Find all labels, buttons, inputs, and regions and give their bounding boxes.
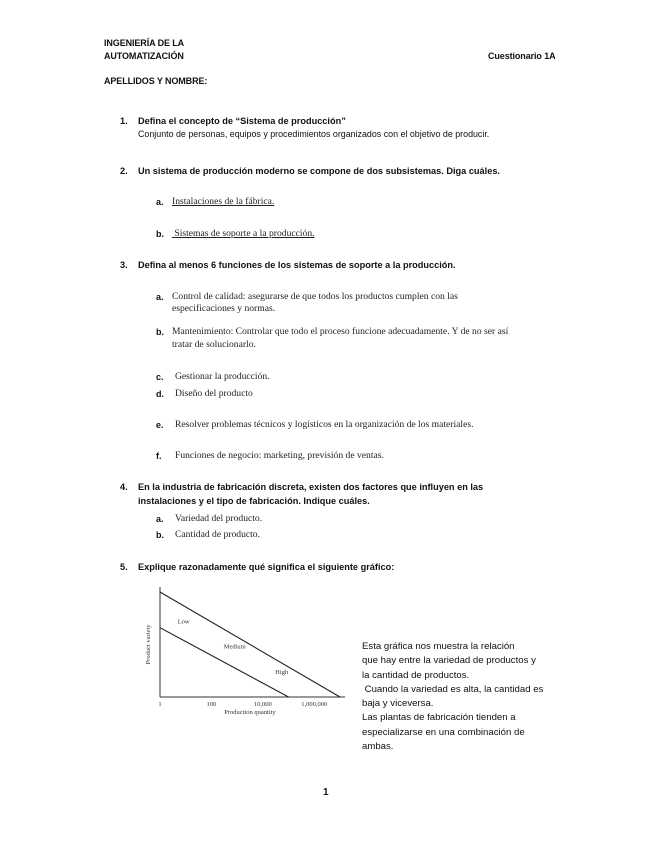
department-line-2: AUTOMATIZACIÓN: [104, 51, 184, 61]
q4-item-a-text: Variedad del producto.: [175, 513, 263, 524]
q3-item-d-letter: d.: [156, 389, 164, 399]
q3-item-e-text: Resolver problemas técnicos y logísticos en la organización de los materiales.: [175, 419, 474, 430]
q3-item-a-line2: especificaciones y normas.: [172, 303, 276, 314]
q3-item-c-letter: c.: [156, 372, 164, 382]
q2-item-a-letter: a.: [156, 197, 164, 207]
q3-item-b-line1: Mantenimiento: Controlar que todo el proceso funcione adecuadamente. Y de no ser así: [172, 326, 509, 337]
x-tick-label: 100: [206, 701, 217, 708]
q5-answer-line-6: Las plantas de fabricación tienden a: [362, 712, 516, 724]
q4-item-b-letter: b.: [156, 530, 164, 540]
q5-number: 5.: [120, 562, 128, 572]
q3-number: 3.: [120, 260, 128, 270]
name-label: APELLIDOS Y NOMBRE:: [104, 76, 208, 86]
q2-number: 2.: [120, 166, 128, 176]
series-line-2: [160, 628, 289, 697]
q2-text: Un sistema de producción moderno se compone de dos subsistemas. Diga cuáles.: [138, 166, 500, 176]
variety-quantity-chart: [140, 585, 350, 725]
q5-answer-line-5: baja y viceversa.: [362, 698, 434, 710]
x-tick-label: 1: [158, 701, 162, 708]
q3-item-a-letter: a.: [156, 292, 164, 302]
q4-item-b-text: Cantidad de producto.: [175, 529, 260, 540]
q3-item-b-line2: tratar de solucionarlo.: [172, 339, 256, 350]
x-tick-label: 1,000,000: [301, 701, 328, 708]
q2-item-b-letter: b.: [156, 229, 164, 239]
page-number: 1: [323, 787, 329, 798]
q5-answer-line-2: que hay entre la variedad de productos y: [362, 655, 536, 667]
series-line-1: [160, 592, 340, 697]
q5-answer-line-8: ambas.: [362, 741, 394, 753]
q3-item-c-text: Gestionar la producción.: [175, 371, 270, 382]
y-axis-label: Product variety: [145, 624, 152, 665]
region-label-high: High: [275, 668, 289, 676]
q3-item-d-text: Diseño del producto: [175, 388, 253, 399]
x-tick-label: 10,000: [253, 701, 272, 708]
q3-item-f-letter: f.: [156, 451, 162, 461]
quiz-title: Cuestionario 1A: [488, 51, 556, 61]
q5-answer-line-7: especializarse en una combinación de: [362, 726, 525, 738]
q3-item-e-letter: e.: [156, 420, 164, 430]
q2-item-a-text: Instalaciones de la fábrica.: [172, 196, 275, 207]
q4-text-line2: instalaciones y el tipo de fabricación. Indique cuáles.: [138, 496, 370, 506]
region-label-medium: Medium: [223, 643, 246, 651]
q1-text: Defina el concepto de “Sistema de producción”: [138, 116, 346, 126]
q5-answer-line-3: la cantidad de productos.: [362, 669, 470, 681]
q2-item-b-text: Sistemas de soporte a la producción.: [172, 228, 315, 239]
q4-item-a-letter: a.: [156, 514, 164, 524]
q3-text: Defina al menos 6 funciones de los sistemas de soporte a la producción.: [138, 260, 456, 270]
q5-answer-line-1: Esta gráfica nos muestra la relación: [362, 641, 515, 652]
q3-item-a-line1: Control de calidad: asegurarse de que todos los productos cumplen con las: [172, 291, 458, 302]
q1-number: 1.: [120, 116, 128, 126]
region-label-low: Low: [177, 618, 190, 626]
q5-text: Explique razonadamente qué significa el siguiente gráfico:: [138, 562, 395, 572]
q1-answer: Conjunto de personas, equipos y procedimientos organizados con el objetivo de producir.: [138, 129, 490, 139]
department-line-1: INGENIERÍA DE LA: [104, 38, 185, 48]
x-axis-label: Production quantity: [224, 709, 276, 716]
q3-item-f-text: Funciones de negocio: marketing, previsión de ventas.: [175, 450, 384, 461]
q4-number: 4.: [120, 482, 128, 492]
q4-text-line1: En la industria de fabricación discreta, existen dos factores que influyen en las: [138, 482, 484, 492]
q5-answer-line-4: Cuando la variedad es alta, la cantidad es: [362, 683, 544, 695]
q3-item-b-letter: b.: [156, 327, 164, 337]
q5-answer: [362, 640, 572, 754]
